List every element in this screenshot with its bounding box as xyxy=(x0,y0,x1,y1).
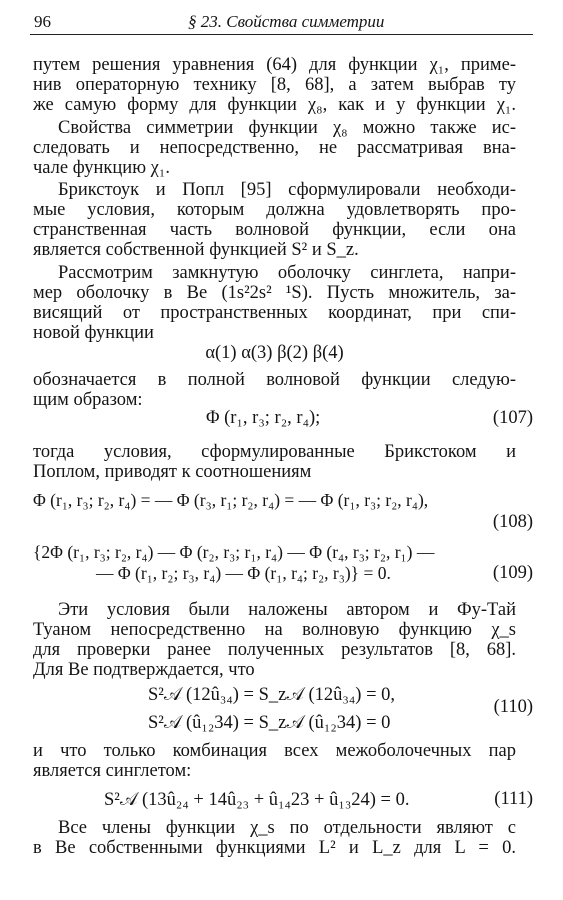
text-line: Брикстоук и Попл [95] сформулировали необходи- xyxy=(58,180,516,200)
text-line: Свойства симметрии функции χ₈ можно также ис- xyxy=(58,118,516,138)
equation-110-line-1: S²𝒜 (12û₃₄) = S_z𝒜 (12û₃₄) = 0, xyxy=(148,685,396,705)
text-line: Эти условия были наложены автором и Фу-Тай xyxy=(58,600,516,620)
text-line: новой функции xyxy=(33,323,154,343)
text-line: же самую форму для функции χ₈, как и у функции χ₁. xyxy=(33,95,516,115)
text-line: в Be собственными функциями L² и L_z для L = 0. xyxy=(33,838,516,858)
text-line: нив операторную технику [8, 68], а затем выбрав ту xyxy=(33,75,516,95)
text-line: мер оболочку в Be (1s²2s² ¹S). Пусть множитель, за- xyxy=(33,283,516,303)
equation-number-107: (107) xyxy=(492,408,533,428)
text-line: для проверки ранее полученных результатов [8, 68]. xyxy=(33,640,516,660)
running-title: § 23. Свойства симметрии xyxy=(188,12,385,31)
running-header xyxy=(30,8,533,35)
equation-number-109: (109) xyxy=(492,563,533,583)
text-line: является синглетом: xyxy=(33,761,192,781)
text-line: щим образом: xyxy=(33,390,143,410)
text-line: и что только комбинация всех межоболочечных пар xyxy=(33,741,516,761)
equation-number-108: (108) xyxy=(492,512,533,532)
page-number: 96 xyxy=(34,12,51,31)
text-line: странственная часть волновой функции, если она xyxy=(33,220,516,240)
text-line: обозначается в полной волновой функции следую- xyxy=(33,370,516,390)
text-line: висящий от пространственных координат, при спи- xyxy=(33,303,516,323)
equation-109-line-2: — Φ (r₁, r₂; r₃, r₄) — Φ (r₁, r₄; r₂, r₃)} = 0. xyxy=(96,563,391,583)
equation-111: S²𝒜 (13û₂₄ + 14û₂₃ + û₁₄23 + û₁₃24) = 0. xyxy=(104,790,410,810)
text-line: Туаном непосредственно на волновую функцию χ_s xyxy=(33,620,516,640)
text-line: Для Be подтверждается, что xyxy=(33,660,255,680)
text-line: путем решения уравнения (64) для функции χ₁, приме- xyxy=(33,55,516,75)
text-line: тогда условия, сформулированные Брикстоком и xyxy=(33,442,516,462)
text-line: является собственной функцией S² и S_z. xyxy=(33,240,359,260)
equation-number-111: (111) xyxy=(494,789,533,809)
equation-109-line-1: {2Φ (r₁, r₃; r₂, r₄) — Φ (r₂, r₃; r₁, r₄) — Φ (r₄, r₃; r₂, r₁) — xyxy=(33,542,435,562)
equation-number-110: (110) xyxy=(493,697,533,717)
equation-107: Φ (r₁, r₃; r₂, r₄); xyxy=(206,408,321,428)
equation-108: Φ (r₁, r₃; r₂, r₄) = — Φ (r₃, r₁; r₂, r₄) = — Φ (r₁, r₃; r₂, r₄), xyxy=(33,490,429,510)
text-line: Рассмотрим замкнутую оболочку синглета, напри- xyxy=(58,263,516,283)
text-line: мые условия, которым должна удовлетворять про- xyxy=(33,200,516,220)
text-line: Все члены функции χ_s по отдельности являют с xyxy=(58,818,516,838)
text-line: Поплом, приводят к соотношениям xyxy=(33,462,312,482)
spin-function-formula: α(1) α(3) β(2) β(4) xyxy=(205,343,344,363)
equation-110-line-2: S²𝒜 (û₁₂34) = S_z𝒜 (û₁₂34) = 0 xyxy=(148,713,391,733)
text-line: следовать и непосредственно, не рассматривая вна- xyxy=(33,138,516,158)
text-line: чале функцию χ₁. xyxy=(33,158,170,178)
